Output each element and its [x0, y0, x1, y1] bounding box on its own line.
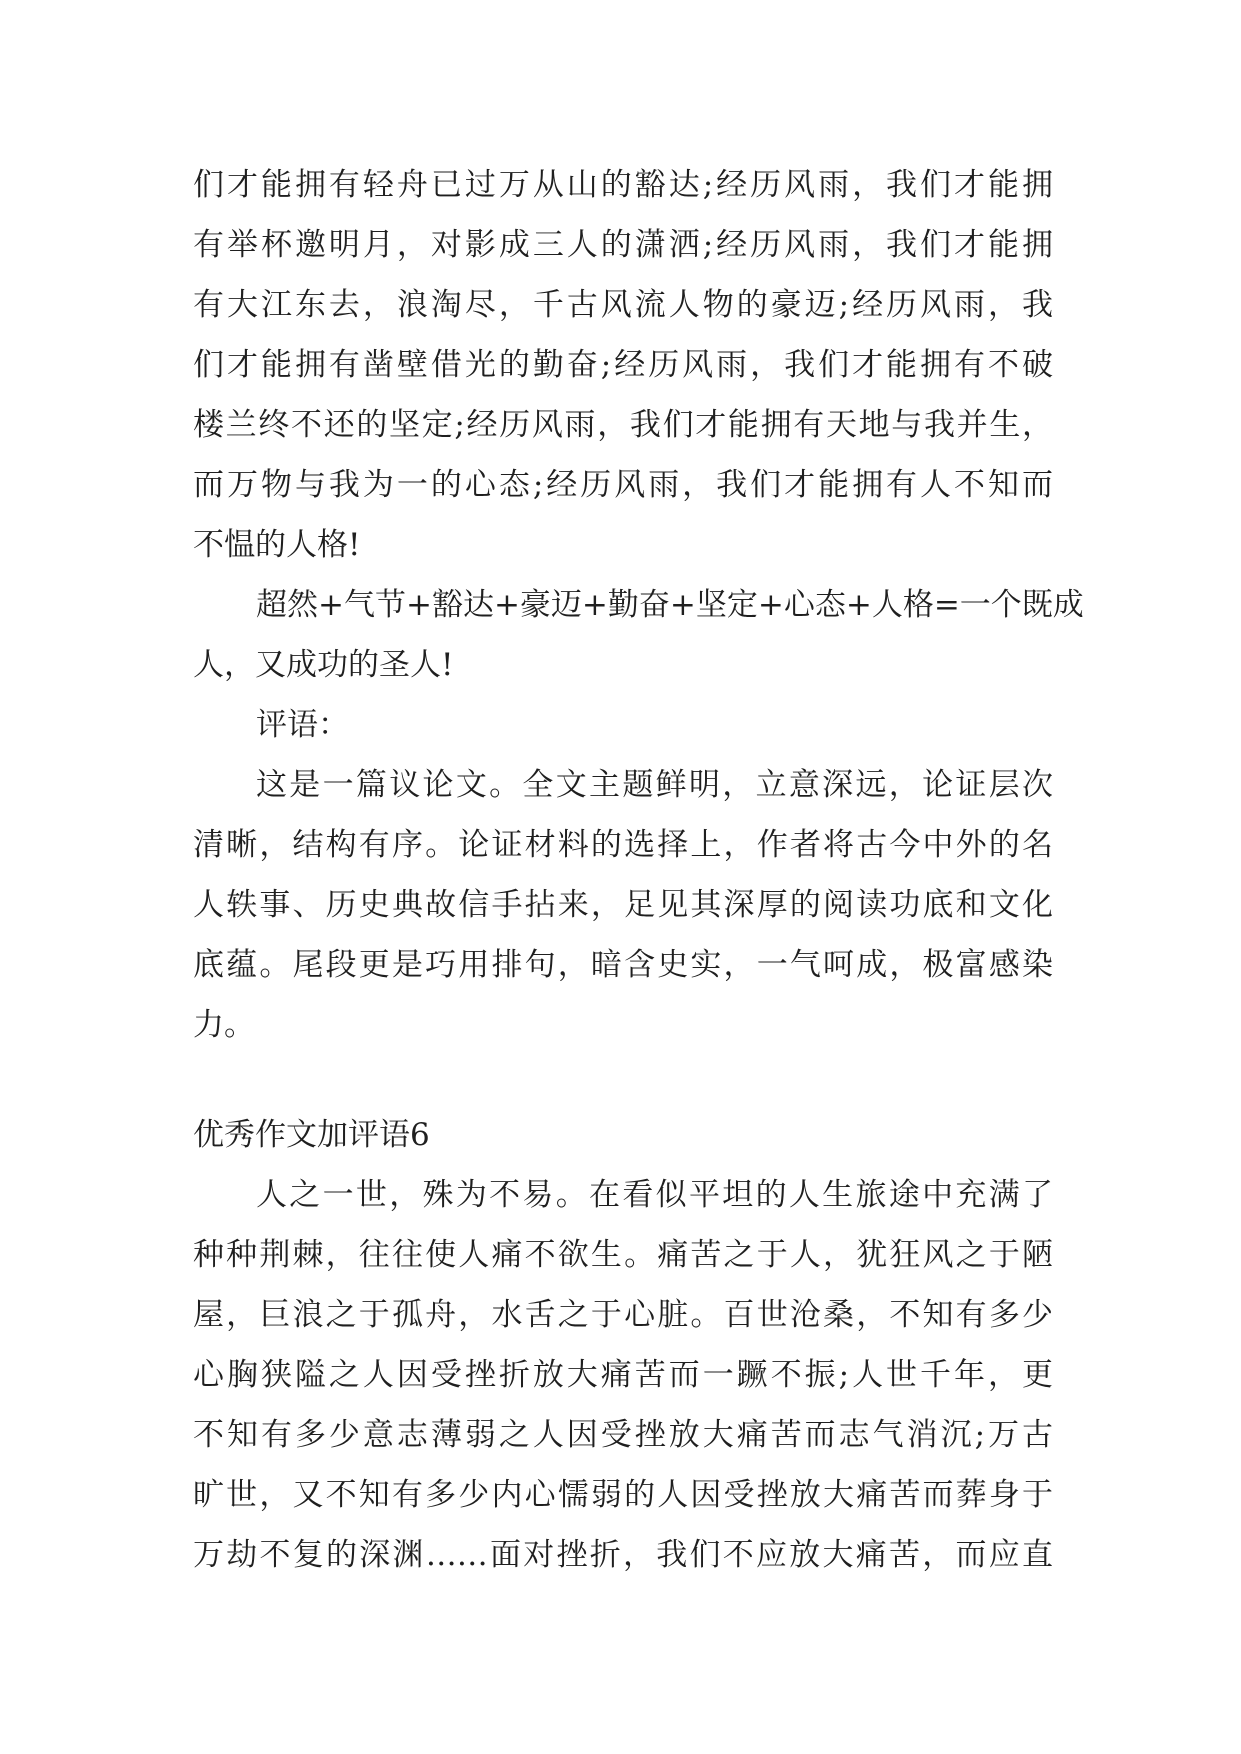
- section-title: 优秀作文加评语6: [193, 1117, 430, 1153]
- text-line: 人，又成功的圣人!: [193, 647, 454, 683]
- text-line: 们才能拥有轻舟已过万从山的豁达;经历风雨，我们才能拥: [193, 167, 1053, 203]
- text-line: 不愠的人格!: [193, 527, 361, 563]
- text-line: 力。: [193, 1007, 255, 1043]
- comment-label: 评语：: [256, 707, 349, 743]
- text-line: 万劫不复的深渊……面对挫折，我们不应放大痛苦，而应直: [193, 1537, 1053, 1573]
- text-line: 屋，巨浪之于孤舟，水舌之于心脏。百世沧桑，不知有多少: [193, 1297, 1053, 1333]
- text-line: 们才能拥有凿壁借光的勤奋;经历风雨，我们才能拥有不破: [193, 347, 1053, 383]
- text-line: 人之一世，殊为不易。在看似平坦的人生旅途中充满了: [256, 1177, 1053, 1213]
- text-line: 底蕴。尾段更是巧用排句，暗含史实，一气呵成，极富感染: [193, 947, 1053, 983]
- text-line: 旷世，又不知有多少内心懦弱的人因受挫放大痛苦而葬身于: [193, 1477, 1053, 1513]
- text-line: 有举杯邀明月，对影成三人的潇洒;经历风雨，我们才能拥: [193, 227, 1053, 263]
- text-line: 不知有多少意志薄弱之人因受挫放大痛苦而志气消沉;万古: [193, 1417, 1053, 1453]
- text-line: 超然+气节+豁达+豪迈+勤奋+坚定+心态+人格=一个既成: [256, 587, 1084, 623]
- text-line: 而万物与我为一的心态;经历风雨，我们才能拥有人不知而: [193, 467, 1053, 503]
- text-line: 楼兰终不还的坚定;经历风雨，我们才能拥有天地与我并生，: [193, 407, 1053, 443]
- text-line: 心胸狭隘之人因受挫折放大痛苦而一蹶不振;人世千年，更: [193, 1357, 1053, 1393]
- text-line: 有大江东去，浪淘尽，千古风流人物的豪迈;经历风雨，我: [193, 287, 1053, 323]
- text-line: 人轶事、历史典故信手拈来，足见其深厚的阅读功底和文化: [193, 887, 1053, 923]
- text-line: 清晰，结构有序。论证材料的选择上，作者将古今中外的名: [193, 827, 1053, 863]
- text-line: 这是一篇议论文。全文主题鲜明，立意深远，论证层次: [256, 767, 1053, 803]
- text-line: 种种荆棘，往往使人痛不欲生。痛苦之于人，犹狂风之于陋: [193, 1237, 1053, 1273]
